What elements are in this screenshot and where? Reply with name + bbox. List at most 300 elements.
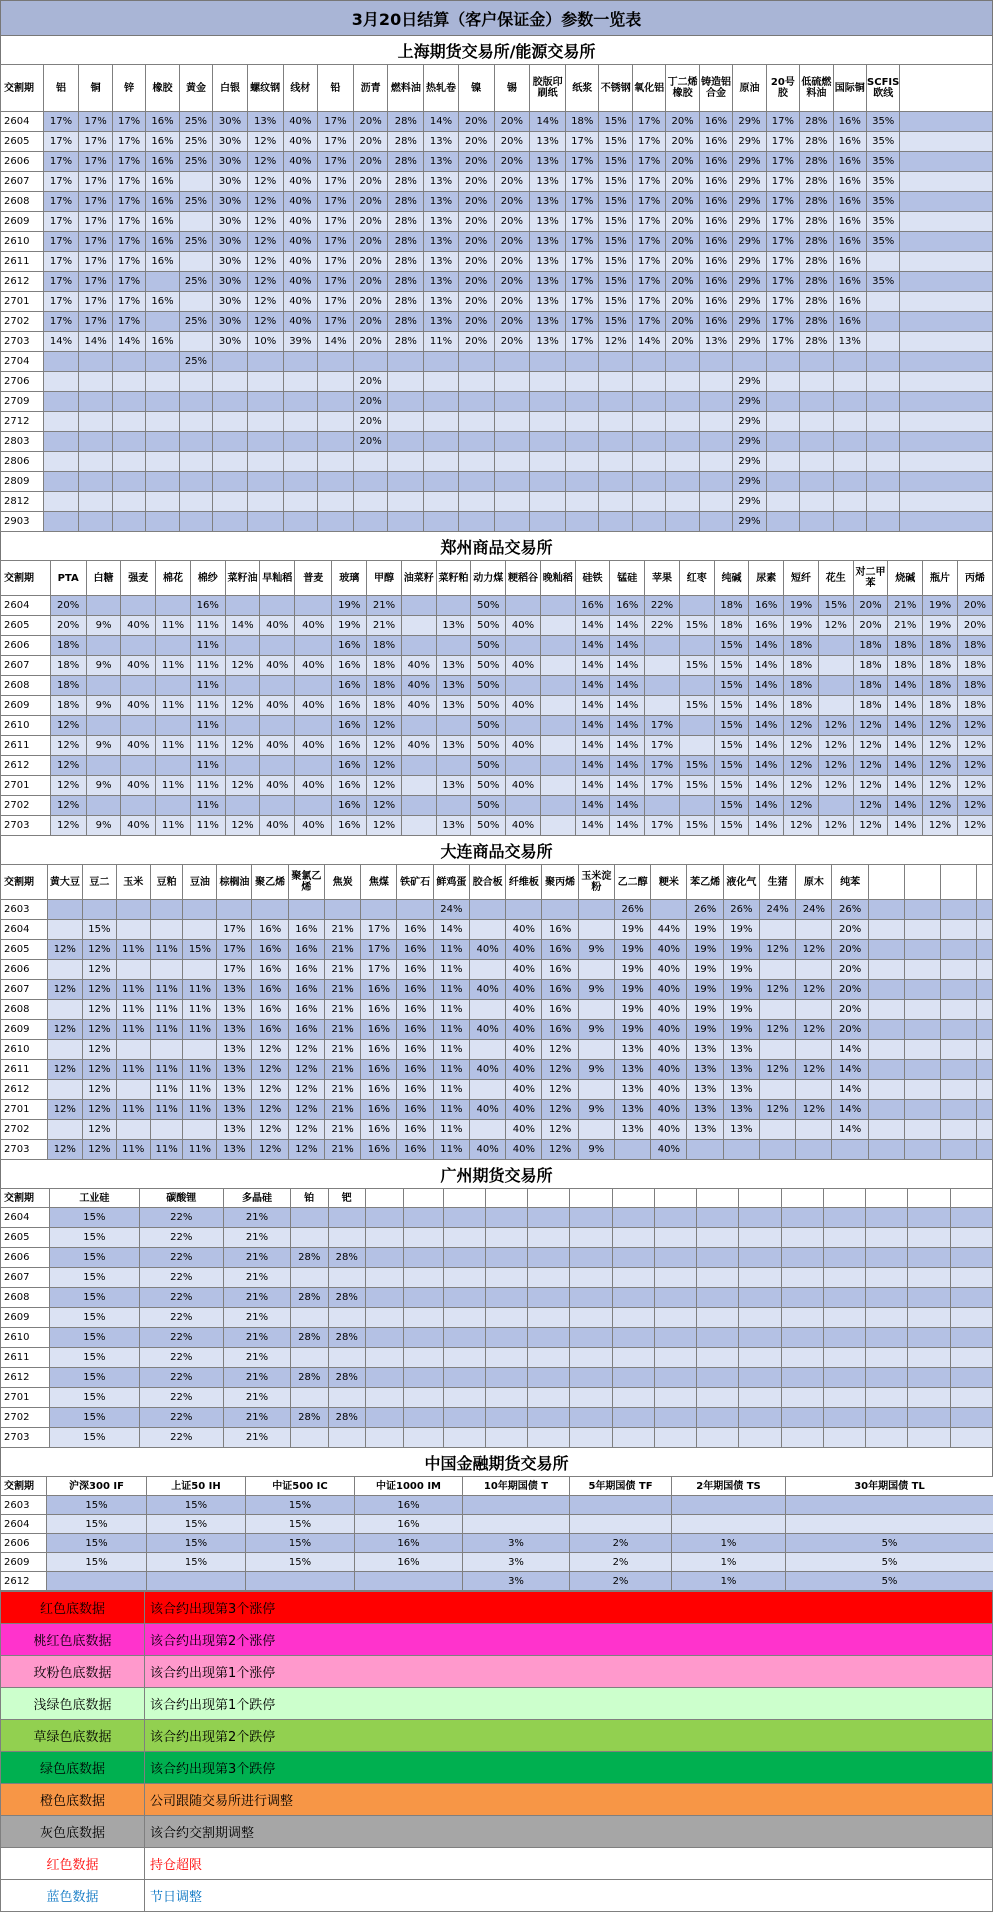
margin-rate-cell [908,1368,950,1388]
margin-rate-cell [540,776,575,796]
margin-rate-cell: 17% [43,312,79,332]
margin-rate-cell: 14% [575,716,610,736]
product-header: 低硫燃料油 [800,65,833,112]
margin-rate-cell [781,1348,823,1368]
margin-rate-cell: 15% [47,1515,147,1534]
margin-rate-cell [900,192,993,212]
margin-rate-cell [217,900,252,920]
margin-rate-cell: 22% [139,1408,224,1428]
margin-rate-cell: 18% [923,636,958,656]
table-row [1,1308,993,1328]
margin-rate-cell: 19% [723,920,759,940]
margin-rate-cell: 15% [50,1408,139,1428]
margin-rate-cell [283,412,318,432]
margin-rate-cell: 21% [324,1140,360,1160]
margin-rate-cell [900,272,993,292]
margin-rate-cell: 15% [679,816,714,836]
margin-rate-cell: 20% [494,332,530,352]
margin-rate-cell: 2% [570,1553,672,1572]
margin-rate-cell: 19% [723,1000,759,1020]
product-header: 国际铜 [833,65,866,112]
margin-rate-cell: 40% [506,1120,542,1140]
margin-rate-cell: 16% [361,1000,397,1020]
margin-rate-cell [739,1268,781,1288]
margin-rate-cell [908,1328,950,1348]
product-header: 玉米淀粉 [578,865,614,900]
margin-rate-cell: 17% [79,292,112,312]
margin-rate-cell [506,636,541,656]
margin-rate-cell: 17% [318,232,354,252]
margin-rate-cell: 29% [733,332,766,352]
margin-rate-cell: 40% [651,1080,687,1100]
delivery-period-cell: 2701 [1,1100,48,1120]
margin-rate-cell [781,1248,823,1268]
margin-rate-cell [79,492,112,512]
margin-rate-cell: 17% [112,192,145,212]
margin-rate-cell [353,472,388,492]
legend-description: 持仓超限 [145,1848,993,1880]
delivery-period-cell: 2609 [1,1020,48,1040]
table-row [1,152,993,172]
margin-rate-cell: 14% [749,716,784,736]
margin-rate-cell: 29% [733,392,766,412]
margin-rate-cell [654,1268,696,1288]
margin-rate-cell [781,1288,823,1308]
product-header: 棉纱 [190,561,225,596]
delivery-period-cell: 2606 [1,1248,50,1268]
margin-rate-cell: 40% [283,132,318,152]
legend-row [1,1880,993,1912]
margin-rate-cell: 28% [388,112,424,132]
margin-rate-cell: 12% [82,940,116,960]
exchange-sections [0,36,993,1591]
margin-rate-cell: 18% [853,656,888,676]
margin-rate-cell: 14% [749,756,784,776]
margin-rate-cell: 21% [324,980,360,1000]
margin-rate-cell [900,212,993,232]
margin-rate-cell [82,900,116,920]
margin-rate-cell [833,412,866,432]
margin-rate-cell: 28% [388,252,424,272]
margin-rate-cell [403,1408,443,1428]
margin-rate-cell: 12% [288,1060,324,1080]
table-row [1,1496,993,1515]
margin-rate-cell [469,1000,505,1020]
product-header: 聚丙烯 [542,865,578,900]
margin-rate-cell: 12% [47,1100,82,1120]
margin-rate-cell: 20% [353,272,388,292]
margin-rate-cell [213,352,248,372]
margin-rate-cell: 21% [324,940,360,960]
margin-rate-cell [494,412,530,432]
margin-rate-cell: 16% [542,920,578,940]
margin-rate-cell [818,636,853,656]
margin-rate-cell [697,1248,739,1268]
margin-rate-cell: 19% [687,1000,723,1020]
margin-rate-cell: 17% [361,940,397,960]
margin-rate-cell [654,1428,696,1448]
margin-rate-cell [941,900,977,920]
product-header: 不锈钢 [599,65,632,112]
product-header: 聚氯乙烯 [288,865,324,900]
margin-rate-cell [179,412,212,432]
margin-rate-cell: 25% [179,272,212,292]
margin-rate-cell [183,900,217,920]
table-row [1,432,993,452]
margin-rate-cell [654,1408,696,1428]
product-header: 纯苯 [832,865,868,900]
product-header: 焦炭 [324,865,360,900]
product-header: 氧化铝 [632,65,665,112]
margin-rate-cell [424,392,459,412]
margin-rate-cell [290,1268,328,1288]
margin-rate-cell: 11% [150,980,183,1000]
margin-rate-cell: 17% [43,172,79,192]
margin-rate-cell: 13% [424,272,459,292]
margin-rate-cell [540,696,575,716]
margin-rate-cell: 20% [666,312,699,332]
margin-rate-cell: 12% [288,1100,324,1120]
margin-rate-cell: 11% [150,1080,183,1100]
margin-rate-cell: 11% [190,656,225,676]
margin-rate-cell: 28% [388,212,424,232]
margin-rate-cell [260,636,295,656]
margin-rate-cell: 12% [923,816,958,836]
margin-rate-cell: 11% [433,980,469,1000]
margin-rate-cell: 13% [217,1080,252,1100]
margin-rate-cell [366,1208,404,1228]
margin-rate-cell [781,1268,823,1288]
delivery-period-cell: 2903 [1,512,44,532]
margin-rate-cell: 17% [79,232,112,252]
margin-rate-cell: 17% [361,920,397,940]
legend-description: 该合约交割期调整 [145,1816,993,1848]
margin-rate-cell [950,1288,992,1308]
margin-rate-cell: 14% [610,816,645,836]
margin-rate-cell: 15% [714,736,749,756]
margin-rate-cell: 12% [923,776,958,796]
margin-rate-cell: 40% [260,616,295,636]
margin-rate-cell [485,1228,527,1248]
margin-rate-cell [900,392,993,412]
margin-rate-cell [401,776,436,796]
margin-rate-cell [866,1248,908,1268]
margin-rate-cell [833,492,866,512]
margin-rate-cell: 11% [116,940,150,960]
margin-rate-cell: 40% [506,1060,542,1080]
margin-rate-cell: 14% [888,696,923,716]
delivery-period-cell: 2608 [1,1000,48,1020]
margin-rate-cell [900,112,993,132]
margin-rate-cell: 50% [471,696,506,716]
margin-rate-cell [388,372,424,392]
margin-rate-cell [353,352,388,372]
margin-rate-cell: 11% [183,1140,217,1160]
margin-rate-cell: 17% [645,776,680,796]
margin-rate-cell: 20% [853,596,888,616]
margin-rate-cell [403,1268,443,1288]
product-header [904,865,940,900]
margin-rate-cell: 28% [388,292,424,312]
product-header [868,865,904,900]
margin-rate-cell: 28% [328,1248,366,1268]
legend-description: 该合约出现第3个涨停 [145,1592,993,1624]
table-row [1,716,993,736]
margin-rate-cell [283,512,318,532]
margin-rate-cell [766,392,799,412]
margin-rate-cell: 12% [818,736,853,756]
margin-rate-cell: 15% [599,232,632,252]
margin-rate-cell: 18% [923,656,958,676]
delivery-period-header: 交割期 [1,1477,47,1496]
margin-rate-cell [612,1248,654,1268]
margin-rate-cell: 15% [599,132,632,152]
legend-description: 公司跟随交易所进行调整 [145,1784,993,1816]
exchange-section-title: 大连商品交易所 [0,836,993,864]
margin-rate-cell: 14% [112,332,145,352]
margin-rate-cell: 30% [213,232,248,252]
product-header: 玉米 [116,865,150,900]
margin-rate-cell: 16% [833,172,866,192]
margin-rate-cell [654,1208,696,1228]
margin-rate-cell: 12% [784,796,819,816]
margin-rate-cell [443,1228,485,1248]
margin-rate-cell [112,412,145,432]
delivery-period-cell: 2609 [1,1553,47,1572]
margin-rate-cell [355,1572,463,1591]
margin-rate-cell [566,392,599,412]
margin-rate-cell: 3% [463,1553,570,1572]
margin-rate-cell [156,796,191,816]
margin-rate-cell: 12% [225,776,260,796]
table-header-row [1,865,993,900]
margin-rate-cell: 13% [530,152,566,172]
table-row [1,1348,993,1368]
margin-rate-cell [318,372,354,392]
margin-rate-cell [436,636,471,656]
margin-rate-cell: 13% [614,1100,650,1120]
margin-rate-cell [295,636,332,656]
margin-rate-cell: 11% [433,1140,469,1160]
product-header [403,1189,443,1208]
margin-rate-cell [79,352,112,372]
margin-rate-cell [213,372,248,392]
margin-rate-cell [566,352,599,372]
margin-rate-cell: 40% [295,696,332,716]
margin-rate-cell [403,1248,443,1268]
margin-rate-cell [116,960,150,980]
margin-rate-cell: 20% [353,412,388,432]
margin-rate-cell [818,676,853,696]
margin-rate-cell [866,1348,908,1368]
margin-rate-cell: 40% [401,696,436,716]
margin-rate-cell [977,900,993,920]
margin-rate-cell: 13% [217,980,252,1000]
margin-rate-cell: 13% [723,1120,759,1140]
margin-rate-cell [566,372,599,392]
margin-rate-cell: 1% [672,1553,786,1572]
margin-rate-cell: 50% [471,636,506,656]
margin-rate-cell [566,492,599,512]
margin-rate-cell [672,1515,786,1534]
margin-rate-cell: 15% [50,1228,139,1248]
margin-rate-cell: 40% [651,1020,687,1040]
margin-rate-cell [766,472,799,492]
margin-rate-cell: 29% [733,512,766,532]
margin-rate-cell: 13% [723,1080,759,1100]
margin-rate-cell [361,900,397,920]
margin-rate-cell: 40% [283,292,318,312]
product-header: 苹果 [645,561,680,596]
margin-rate-cell: 20% [353,152,388,172]
margin-rate-cell [79,392,112,412]
margin-rate-cell: 18% [957,676,992,696]
margin-rate-cell [868,920,904,940]
margin-rate-cell: 16% [288,980,324,1000]
margin-rate-cell [823,1208,865,1228]
margin-rate-cell: 30% [213,112,248,132]
margin-rate-cell: 16% [699,312,732,332]
margin-rate-cell [666,372,699,392]
margin-rate-cell [950,1388,992,1408]
margin-rate-cell: 18% [566,112,599,132]
margin-rate-cell [632,512,665,532]
margin-rate-cell: 18% [367,696,402,716]
margin-rate-cell: 21% [324,1020,360,1040]
margin-rate-cell: 17% [217,960,252,980]
margin-rate-cell: 13% [530,332,566,352]
margin-rate-cell [941,920,977,940]
margin-rate-cell: 12% [542,1100,578,1120]
margin-rate-cell [150,920,183,940]
margin-rate-cell: 40% [506,1000,542,1020]
margin-rate-cell: 16% [542,960,578,980]
margin-rate-cell [458,392,494,412]
margin-rate-cell: 15% [82,920,116,940]
margin-rate-cell [800,412,833,432]
margin-rate-cell: 21% [324,1040,360,1060]
margin-rate-cell: 20% [494,132,530,152]
margin-rate-cell: 16% [575,596,610,616]
margin-rate-cell [506,756,541,776]
margin-rate-cell [506,796,541,816]
margin-rate-cell: 13% [530,252,566,272]
margin-rate-cell [247,452,283,472]
margin-rate-cell [697,1408,739,1428]
table-row [1,492,993,512]
margin-rate-cell: 15% [599,172,632,192]
margin-rate-cell: 40% [260,776,295,796]
margin-rate-cell [868,1020,904,1040]
margin-rate-cell [540,816,575,836]
legend-label: 玫粉色底数据 [1,1656,145,1688]
margin-rate-cell [900,372,993,392]
delivery-period-cell: 2611 [1,1348,50,1368]
margin-rate-cell: 40% [651,960,687,980]
margin-rate-cell: 9% [86,616,121,636]
margin-rate-cell [739,1348,781,1368]
margin-rate-cell: 40% [121,696,156,716]
margin-rate-cell: 18% [367,656,402,676]
margin-rate-cell [950,1228,992,1248]
margin-rate-cell [43,472,79,492]
margin-rate-cell [766,352,799,372]
margin-rate-cell: 16% [833,152,866,172]
margin-rate-cell: 50% [471,776,506,796]
product-header: 短纤 [784,561,819,596]
margin-rate-cell [79,432,112,452]
margin-rate-cell: 28% [388,272,424,292]
margin-rate-cell [494,392,530,412]
margin-rate-cell: 18% [367,636,402,656]
margin-rate-cell [540,756,575,776]
margin-rate-cell: 28% [328,1408,366,1428]
margin-rate-cell: 20% [458,272,494,292]
margin-rate-cell: 12% [247,232,283,252]
margin-rate-cell: 11% [150,940,183,960]
margin-rate-cell: 12% [818,776,853,796]
margin-rate-cell: 14% [424,112,459,132]
margin-rate-cell: 11% [190,716,225,736]
margin-rate-cell: 16% [699,132,732,152]
margin-rate-cell [43,492,79,512]
margin-rate-cell [528,1388,570,1408]
delivery-period-cell: 2701 [1,776,51,796]
margin-rate-cell [570,1348,612,1368]
margin-rate-cell [112,492,145,512]
margin-rate-cell: 40% [283,232,318,252]
margin-rate-cell: 28% [328,1288,366,1308]
margin-rate-cell [818,656,853,676]
margin-rate-cell: 19% [614,980,650,1000]
margin-rate-cell [570,1428,612,1448]
margin-rate-cell [612,1328,654,1348]
margin-rate-cell [540,636,575,656]
margin-rate-cell [632,392,665,412]
margin-rate-cell: 17% [112,112,145,132]
margin-rate-cell [800,352,833,372]
margin-rate-cell: 16% [355,1496,463,1515]
margin-rate-cell [900,232,993,252]
table-row [1,1248,993,1268]
legend-label: 绿色底数据 [1,1752,145,1784]
margin-rate-cell [443,1348,485,1368]
margin-rate-cell: 20% [832,960,868,980]
margin-rate-cell [540,736,575,756]
margin-rate-cell: 28% [800,112,833,132]
margin-rate-cell [908,1428,950,1448]
margin-rate-cell: 16% [397,960,433,980]
margin-rate-cell: 11% [433,1100,469,1120]
delivery-period-cell: 2606 [1,1534,47,1553]
margin-rate-cell: 11% [156,696,191,716]
margin-rate-cell [833,432,866,452]
margin-rate-cell: 16% [542,940,578,960]
delivery-period-cell: 2605 [1,1228,50,1248]
margin-rate-cell [401,796,436,816]
margin-rate-cell [697,1368,739,1388]
margin-rate-cell: 20% [353,212,388,232]
margin-rate-cell: 15% [714,636,749,656]
margin-rate-cell: 15% [50,1368,139,1388]
legend-description: 该合约出现第2个涨停 [145,1624,993,1656]
margin-rate-cell: 20% [50,596,86,616]
margin-rate-cell [179,212,212,232]
margin-rate-cell: 16% [332,816,367,836]
margin-rate-cell: 19% [687,960,723,980]
margin-rate-cell: 22% [139,1248,224,1268]
margin-rate-cell [530,452,566,472]
